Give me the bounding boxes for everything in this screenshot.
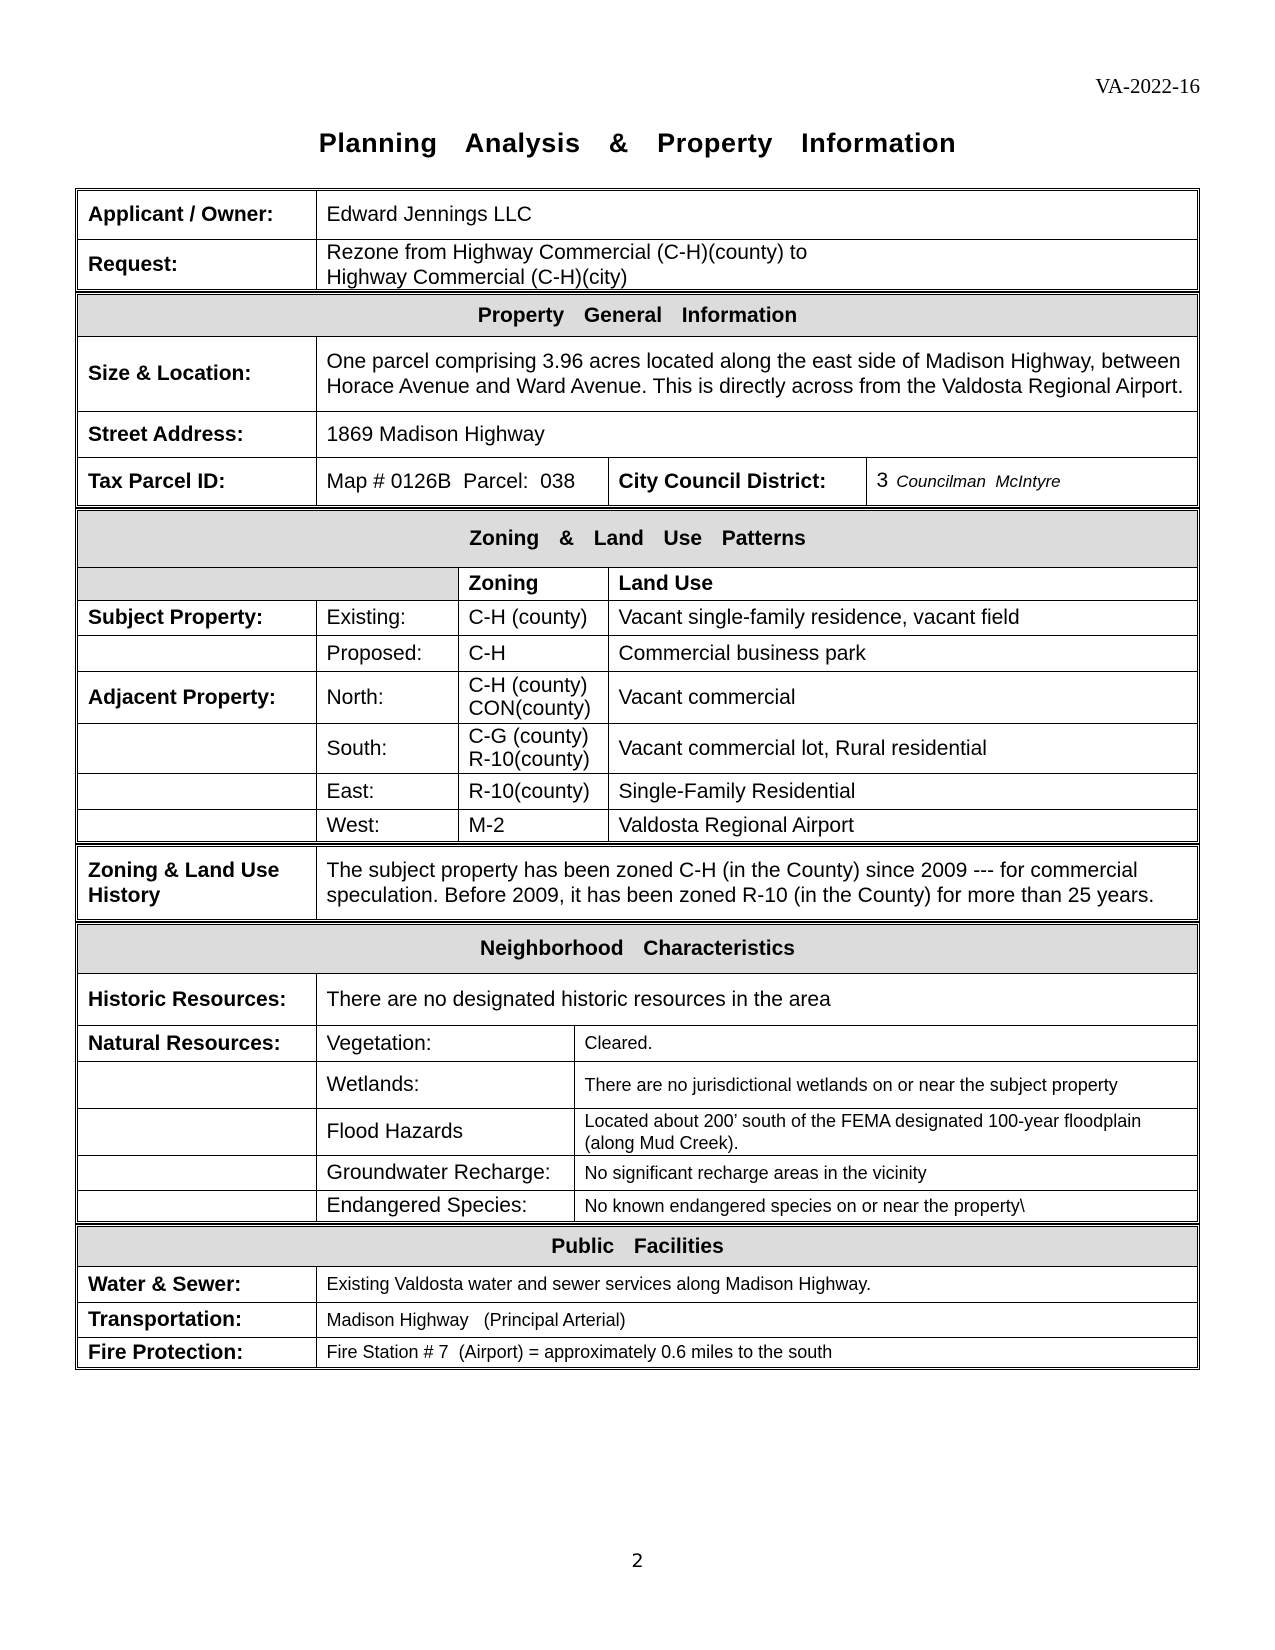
table-row [78,671,1197,723]
vegetation-value: Cleared. [574,1025,1197,1061]
proposed-zoning: C-H [458,635,608,671]
tax-parcel-value: Map # 0126B Parcel: 038 [316,457,608,505]
fire-protection-label: Fire Protection: [78,1337,316,1367]
street-address-value: 1869 Madison Highway [316,411,1197,457]
tax-parcel-label: Tax Parcel ID: [78,457,316,505]
south-label: South: [316,723,458,773]
street-address-label: Street Address: [78,411,316,457]
page-title: Planning Analysis & Property Information [318,128,957,158]
north-zoning-line-2: CON(county) [468,697,592,720]
council-district-number: 3 [876,469,889,493]
adjacent-property-label: Adjacent Property: [78,671,316,723]
south-land-use: Vacant commercial lot, Rural residential [608,723,1197,773]
request-value [316,239,1197,290]
groundwater-label: Groundwater Recharge: [316,1155,574,1190]
table-row [78,1337,1197,1367]
natural-resources-label: Natural Resources: [78,1025,316,1061]
general-info-block [75,292,1200,508]
groundwater-value: No significant recharge areas in the vicinity [574,1155,1197,1190]
table-row [78,1061,1197,1108]
west-zoning: M-2 [458,809,608,841]
east-land-use: Single-Family Residential [608,773,1197,809]
table-row [78,809,1197,841]
table-row [78,723,1197,773]
empty-cell [78,1108,316,1155]
zoning-heading: Zoning & Land Use Patterns [78,511,1197,567]
existing-land-use: Vacant single-family residence, vacant field [608,600,1197,635]
proposed-label: Proposed: [316,635,458,671]
water-sewer-label: Water & Sewer: [78,1266,316,1302]
empty-cell [78,723,316,773]
north-label: North: [316,671,458,723]
north-zoning-line-1: C-H (county) [468,674,588,697]
history-text: The subject property has been zoned C-H (in the County) since 2009 --- for commercial speculation. Before 2009, it has been zoned R-10 (in the County) for more than 25 years. [316,847,1197,919]
council-district-value [866,457,1197,505]
wetlands-value: There are no jurisdictional wetlands on or near the subject property [574,1061,1197,1108]
existing-zoning: C-H (county) [458,600,608,635]
table-row [78,1025,1197,1061]
empty-cell [78,1155,316,1190]
flood-hazards-value: Located about 200’ south of the FEMA designated 100-year floodplain (along Mud Creek). [574,1108,1197,1155]
zoning-header-blank [78,567,458,600]
neighborhood-heading: Neighborhood Characteristics [78,925,1197,973]
existing-label: Existing: [316,600,458,635]
south-zoning [458,723,608,773]
table-row [78,1108,1197,1155]
north-zoning [458,671,608,723]
empty-cell [78,1190,316,1221]
west-label: West: [316,809,458,841]
facilities-heading: Public Facilities [78,1227,1197,1266]
water-sewer-value: Existing Valdosta water and sewer services along Madison Highway. [316,1266,1197,1302]
empty-cell [78,809,316,841]
facilities-block [75,1224,1200,1370]
historic-resources-label: Historic Resources: [78,973,316,1025]
table-row [78,1266,1197,1302]
south-zoning-line-1: C-G (county) [468,725,589,748]
flood-hazards-label: Flood Hazards [316,1108,574,1155]
general-info-heading: Property General Information [78,295,1197,336]
empty-cell [78,1061,316,1108]
transportation-value: Madison Highway (Principal Arterial) [316,1302,1197,1337]
endangered-species-label: Endangered Species: [316,1190,574,1221]
land-use-column-header: Land Use [608,567,1197,600]
empty-cell [78,635,316,671]
history-label-line-1: Zoning & Land Use [88,859,280,882]
empty-cell [78,773,316,809]
transportation-label: Transportation: [78,1302,316,1337]
fire-protection-value: Fire Station # 7 (Airport) = approximately 0.6 miles to the south [316,1337,1197,1367]
case-number: VA-2022-16 [1095,74,1200,98]
request-label: Request: [78,239,316,290]
south-zoning-line-2: R-10(county) [468,748,590,771]
table-row [78,1155,1197,1190]
page-number: 2 [631,1550,644,1572]
applicant-value: Edward Jennings LLC [316,191,1197,239]
zoning-block [75,508,1200,844]
council-district-label: City Council District: [608,457,866,505]
proposed-land-use: Commercial business park [608,635,1197,671]
history-block [75,844,1200,922]
size-location-label: Size & Location: [78,336,316,411]
history-label-line-2: History [88,884,161,907]
applicant-block [75,188,1200,292]
applicant-label: Applicant / Owner: [78,191,316,239]
table-row [78,1302,1197,1337]
subject-property-label: Subject Property: [78,600,316,635]
table-row [78,600,1197,635]
councilman-name: Councilman McIntyre [896,472,1061,492]
table-row [78,635,1197,671]
historic-resources-value: There are no designated historic resources in the area [316,973,1197,1025]
west-land-use: Valdosta Regional Airport [608,809,1197,841]
table-row [78,773,1197,809]
endangered-species-value: No known endangered species on or near the property\ [574,1190,1197,1221]
north-land-use: Vacant commercial [608,671,1197,723]
vegetation-label: Vegetation: [316,1025,574,1061]
request-line-2: Highway Commercial (C-H)(city) [326,265,628,289]
table-row [78,1190,1197,1221]
history-label [78,847,316,919]
size-location-value: One parcel comprising 3.96 acres located along the east side of Madison Highway, between Horace Avenue and Ward Avenue. This is directly across from the Valdosta Regional Airport. [316,336,1197,411]
neighborhood-block [75,922,1200,1224]
request-line-1: Rezone from Highway Commercial (C-H)(county) to [326,240,808,264]
east-zoning: R-10(county) [458,773,608,809]
wetlands-label: Wetlands: [316,1061,574,1108]
east-label: East: [316,773,458,809]
zoning-column-header: Zoning [458,567,608,600]
